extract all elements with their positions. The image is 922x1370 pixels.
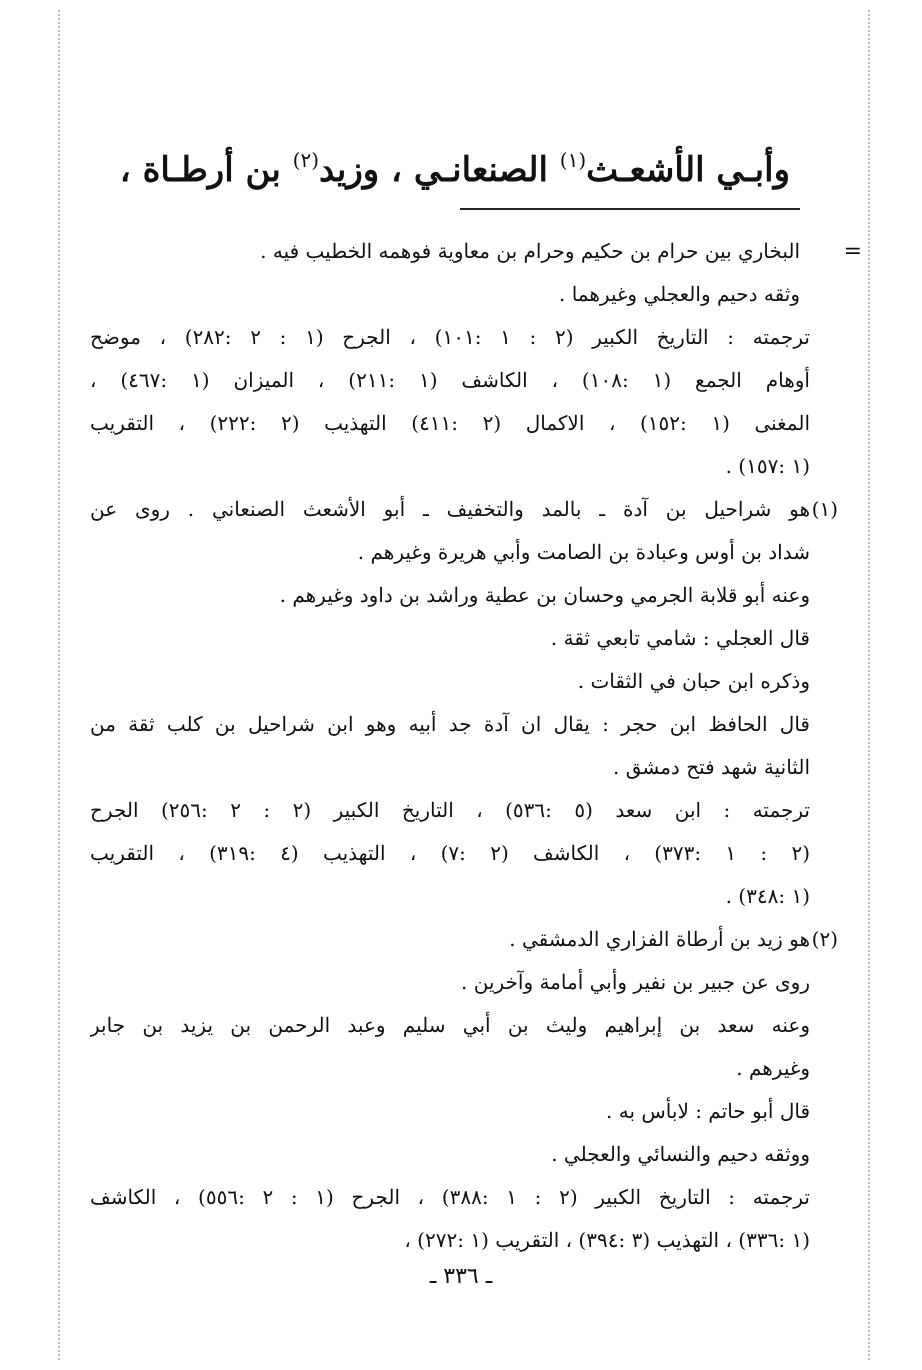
footnote-line: (١ :١٥٧) .: [725, 454, 810, 478]
footnotes: [90, 230, 862, 1262]
heading-ref-1: (١): [559, 148, 587, 172]
footnote-line: ووثقه دحيم والنسائي والعجلي .: [551, 1142, 810, 1166]
heading-text-main: وأبـي الأشعـث: [586, 150, 790, 190]
footnote-line: المغنى (١ :١٥٢) ، الاكمال (٢ :٤١١) التهذيب (٢ :٢٢٢) ، التقريب: [90, 411, 810, 435]
footnote-line: الثانية شهد فتح دمشق .: [612, 755, 810, 779]
footnote-line: ترجمته : التاريخ الكبير (٢ : ١ :٣٨٨) ، الجرح (١ : ٢ :٥٥٦) ، الكاشف: [90, 1185, 810, 1209]
footnote-line: (١ :٣٤٨) .: [725, 884, 810, 908]
footnote-line: روى عن جبير بن نفير وأبي أمامة وآخرين .: [460, 970, 810, 994]
right-margin-dots: [868, 10, 870, 1360]
footnote-continued: [90, 230, 862, 488]
footnote-line: وعنه أبو قلابة الجرمي وحسان بن عطية وراشد بن داود وغيرهم .: [279, 583, 810, 607]
footnote-line: أوهام الجمع (١ :١٠٨) ، الكاشف (١ :٢١١) ، الميزان (١ :٤٦٧) ،: [90, 368, 810, 392]
footnote-line: هو زيد بن أرطاة الفزاري الدمشقي .: [509, 927, 810, 951]
footnote-line: قال العجلي : شامي تابعي ثقة .: [550, 626, 810, 650]
heading-text-mid: الصنعانـي ، وزيد: [319, 150, 560, 190]
footnote-line: (١ :٣٣٦) ، التهذيب (٣ :٣٩٤) ، التقريب (١ :٢٧٢) ،: [404, 1228, 810, 1252]
left-margin-dots: [58, 10, 60, 1360]
footnote-line: ترجمته : ابن سعد (٥ :٥٣٦) ، التاريخ الكبير (٢ : ٢ :٢٥٦) الجرح: [90, 798, 810, 822]
footnote-line: قال أبو حاتم : لابأس به .: [606, 1099, 810, 1123]
main-heading: [90, 130, 810, 200]
heading-rule: [460, 208, 800, 210]
footnote-line: (٢ : ١ :٣٧٣) ، الكاشف (٢ :٧) ، التهذيب (٤ :٣١٩) ، التقريب: [90, 841, 810, 865]
footnote-line: وغيرهم .: [736, 1056, 810, 1080]
footnote-line: وعنه سعد بن إبراهيم وليث بن أبي سليم وعبد الرحمن بن يزيد بن جابر: [90, 1013, 810, 1037]
footnote-1: [90, 488, 838, 918]
footnote-line: وذكره ابن حبان في الثقات .: [577, 669, 810, 693]
heading-ref-2: (٢): [292, 148, 320, 172]
footnote-marker-2: (٢): [811, 927, 838, 951]
page-number: ـ ٣٣٦ ـ: [429, 1264, 493, 1289]
continuation-mark: =: [843, 239, 862, 264]
footnote-marker-1: (١): [811, 497, 838, 521]
footnote-2: [90, 918, 838, 1262]
footnote-line: ترجمته : التاريخ الكبير (٢ : ١ :١٠١) ، الجرح (١ : ٢ :٢٨٢) ، موضح: [90, 325, 810, 349]
footnote-line: شداد بن أوس وعبادة بن الصامت وأبي هريرة وغيرهم .: [357, 540, 810, 564]
book-page: [90, 130, 862, 1252]
footnote-line: وثقه دحيم والعجلي وغيرهما .: [558, 282, 800, 306]
footnote-line: قال الحافظ ابن حجر : يقال ان آدة جد أبيه وهو ابن شراحيل بن كلب ثقة من: [90, 712, 810, 736]
footnote-line: البخاري بين حرام بن حكيم وحرام بن معاوية فوهمه الخطيب فيه .: [260, 239, 800, 263]
heading-text-end: بن أرطـاة ،: [119, 150, 293, 190]
footnote-line: هو شراحيل بن آدة ـ بالمد والتخفيف ـ أبو الأشعث الصنعاني . روى عن: [90, 497, 810, 521]
